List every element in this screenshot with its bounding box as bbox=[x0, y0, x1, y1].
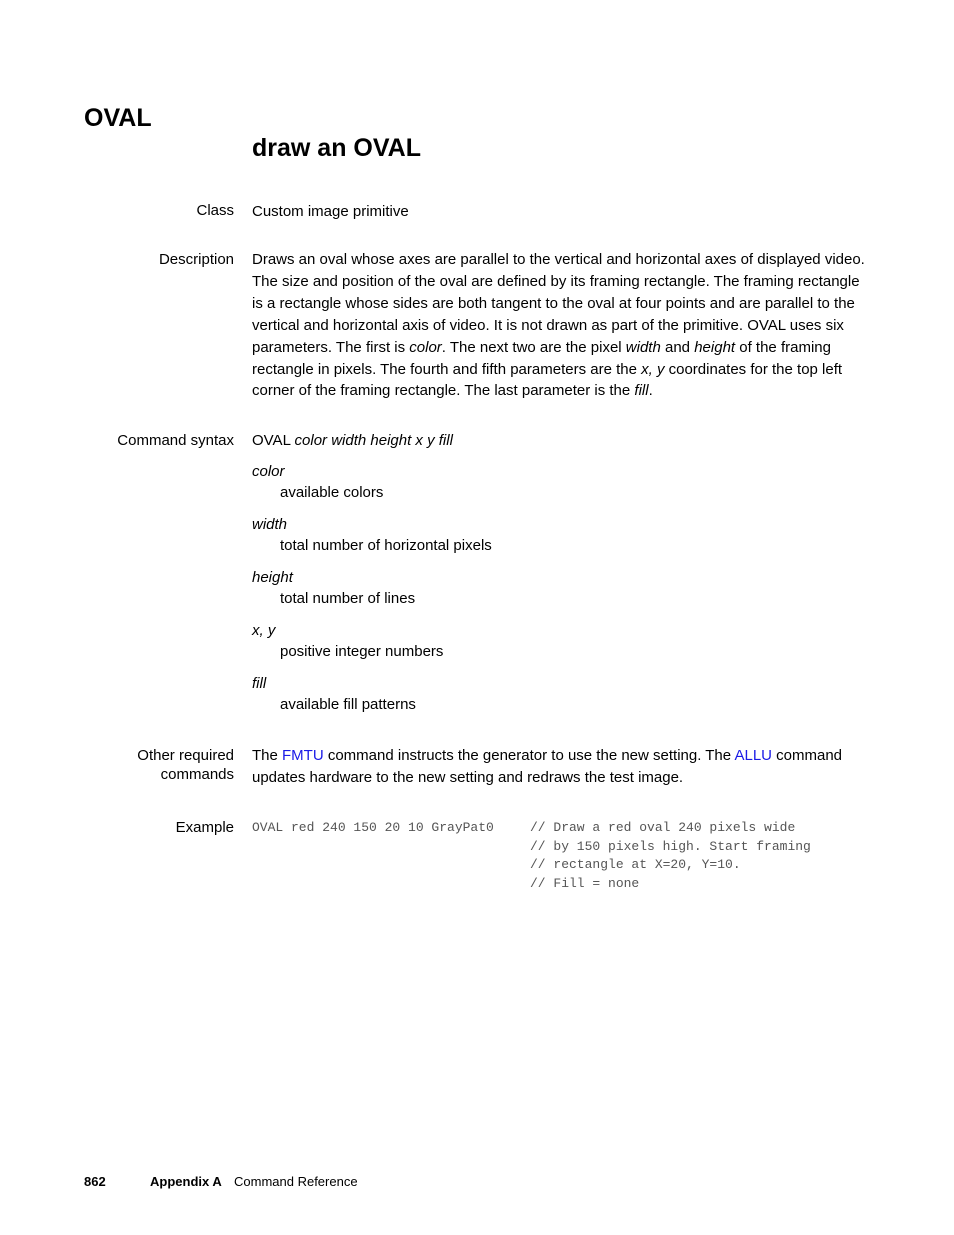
example-comment: // Fill = none bbox=[530, 876, 640, 891]
page-subtitle: draw an OVAL bbox=[252, 134, 422, 162]
param-name-color: color bbox=[252, 463, 285, 480]
param-desc-width: total number of horizontal pixels bbox=[280, 537, 492, 554]
allu-link[interactable]: ALLU bbox=[734, 747, 772, 764]
param-desc-color: available colors bbox=[280, 484, 384, 501]
param-name-width: width bbox=[252, 516, 288, 533]
description-text: Draws an oval whose axes are parallel to the vertical and horizontal axes of displayed video. The size and position of the oval are defined by its framing rectangle. The framing rectangle is a rectangle whose sides are both tangent to the oval at four points and are parallel to the vertical and horizontal axis of video. It is not drawn as part of the primitive. OVAL uses six parameters. The first is color. The next two are the pixel width and height of the framing rectangle in pixels. The fourth and fifth parameters are the x, y coordinates for the top left corner of the framing rectangle. The last parameter is the fill. bbox=[252, 251, 865, 400]
param-desc-height: total number of lines bbox=[280, 590, 416, 607]
example-code: OVAL red 240 150 20 10 GrayPat0 bbox=[252, 820, 494, 835]
param-name-height: height bbox=[252, 569, 293, 586]
param-name-fill: fill bbox=[252, 675, 267, 692]
syntax-label: Command syntax bbox=[117, 432, 234, 449]
param-desc-xy: positive integer numbers bbox=[280, 643, 444, 660]
example-label: Example bbox=[175, 819, 234, 836]
page-title: OVAL bbox=[84, 104, 152, 132]
fmtu-link[interactable]: FMTU bbox=[282, 747, 324, 764]
example-comment: // rectangle at X=20, Y=10. bbox=[530, 857, 741, 872]
syntax-line: OVAL color width height x y fill bbox=[252, 432, 453, 449]
class-label: Class bbox=[196, 202, 234, 219]
other-commands-text: The FMTU command instructs the generator to use the new setting. The ALLU command updates hardware to the new setting and redraws the test image. bbox=[252, 747, 843, 786]
other-commands-label: Other required commands bbox=[137, 747, 234, 783]
page-number: 862 bbox=[84, 1174, 106, 1189]
footer-appendix: Appendix A bbox=[150, 1174, 222, 1189]
footer-title: Command Reference bbox=[234, 1174, 358, 1189]
example-comment: // Draw a red oval 240 pixels wide bbox=[530, 820, 796, 835]
param-name-xy: x, y bbox=[252, 622, 276, 639]
description-label: Description bbox=[158, 251, 234, 268]
param-desc-fill: available fill patterns bbox=[280, 696, 416, 713]
class-value: Custom image primitive bbox=[252, 203, 409, 220]
example-comment: // by 150 pixels high. Start framing bbox=[530, 839, 811, 854]
